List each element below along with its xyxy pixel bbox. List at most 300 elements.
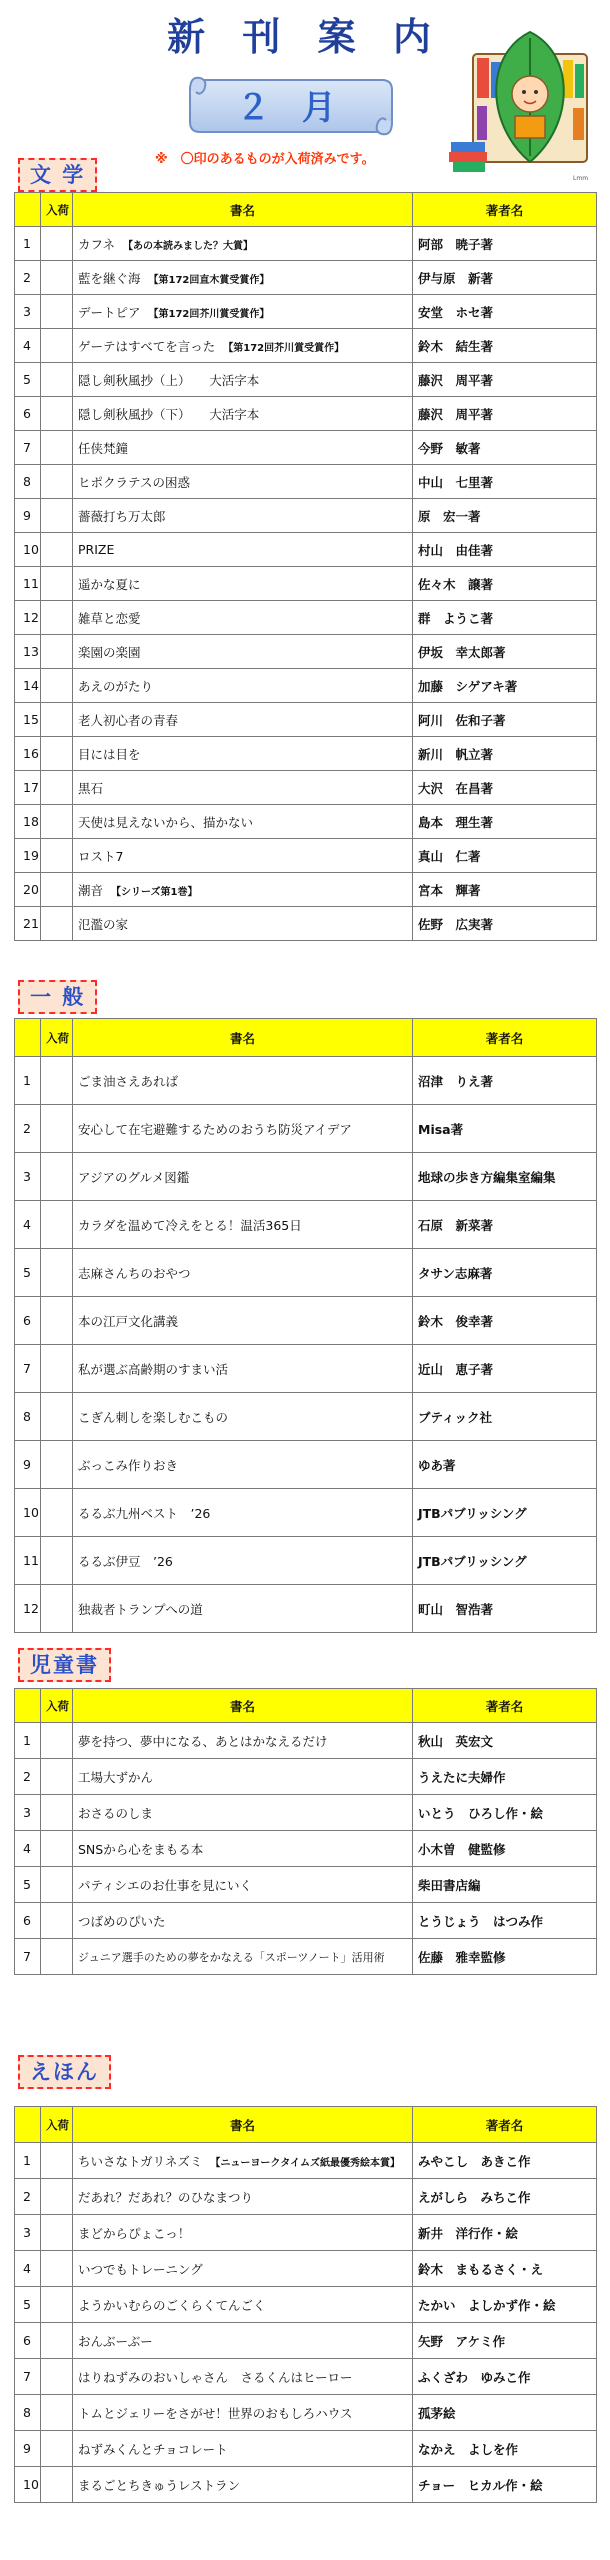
book-author: 大沢 在昌著: [413, 771, 597, 805]
book-author: 石原 新菜著: [413, 1201, 597, 1249]
table-row: [15, 2395, 597, 2431]
table-row: [15, 839, 597, 873]
book-table-general: [14, 1018, 597, 1633]
book-title-cell: [73, 227, 413, 261]
received-mark: [41, 261, 73, 295]
book-author: 佐野 広実著: [413, 907, 597, 941]
award-note: 【第172回芥川賞受賞作】: [223, 342, 345, 354]
book-title-cell: [73, 1867, 413, 1903]
row-number: 3: [15, 1795, 41, 1831]
book-title-cell: [73, 567, 413, 601]
row-number: 5: [15, 1249, 41, 1297]
row-number: 13: [15, 635, 41, 669]
table-row: [15, 907, 597, 941]
book-title-cell: [73, 1105, 413, 1153]
book-author: 阿川 佐和子著: [413, 703, 597, 737]
book-author: JTBパブリッシング: [413, 1537, 597, 1585]
received-mark: [41, 635, 73, 669]
illustration-caption: Lmm: [573, 175, 589, 182]
row-number: 9: [15, 499, 41, 533]
table-row: [15, 1585, 597, 1633]
book-title: 独裁者トランプへの道: [78, 1601, 203, 1617]
award-note: 【あの本読みました？大賞】: [123, 240, 254, 252]
row-number: 1: [15, 2143, 41, 2179]
row-number: 9: [15, 2431, 41, 2467]
table-row: [15, 805, 597, 839]
book-title: デートピア: [78, 304, 141, 320]
received-mark: [41, 1795, 73, 1831]
received-mark: [41, 2431, 73, 2467]
book-title: ゲーテはすべてを言った: [78, 338, 216, 354]
row-number: 8: [15, 465, 41, 499]
row-number: 4: [15, 1831, 41, 1867]
book-title: ちいさなトガリネズミ: [78, 2153, 203, 2169]
table-row: [15, 227, 597, 261]
book-title: ようかいむらのごくらくてんごく: [78, 2297, 266, 2313]
received-mark: [41, 2359, 73, 2395]
received-note: ※ 〇印のあるものが入荷済みです。: [155, 152, 375, 167]
table-row: [15, 2179, 597, 2215]
row-number: 11: [15, 1537, 41, 1585]
book-title: ヒポクラテスの困惑: [78, 474, 191, 490]
book-title-cell: [73, 431, 413, 465]
book-title-cell: [73, 2143, 413, 2179]
col-header-received: 入荷: [41, 193, 73, 227]
table-row: [15, 1723, 597, 1759]
received-mark: [41, 737, 73, 771]
book-title-cell: [73, 1903, 413, 1939]
book-title: ロスト7: [78, 848, 124, 864]
table-row: [15, 431, 597, 465]
book-author: 小木曽 健監修: [413, 1831, 597, 1867]
received-mark: [41, 2251, 73, 2287]
received-mark: [41, 2323, 73, 2359]
book-title-cell: [73, 1201, 413, 1249]
row-number: 2: [15, 261, 41, 295]
table-row: [15, 873, 597, 907]
book-title: 老人初心者の青春: [78, 712, 179, 728]
col-header-author: 著者名: [413, 1019, 597, 1057]
book-title: 工場大ずかん: [78, 1769, 154, 1785]
book-title-cell: [73, 1795, 413, 1831]
row-number: 20: [15, 873, 41, 907]
received-mark: [41, 533, 73, 567]
book-table-literature: [14, 192, 597, 941]
book-author: 佐藤 雅幸監修: [413, 1939, 597, 1975]
received-mark: [41, 1537, 73, 1585]
received-mark: [41, 2179, 73, 2215]
book-title-cell: [73, 261, 413, 295]
received-mark: [41, 397, 73, 431]
book-author: チョー ヒカル作・絵: [413, 2467, 597, 2503]
book-title: 夢を持つ、夢中になる、あとはかなえるだけ: [78, 1733, 328, 1749]
book-title: アジアのグルメ図鑑: [78, 1169, 190, 1185]
row-number: 6: [15, 2323, 41, 2359]
book-title-cell: [73, 363, 413, 397]
book-title-cell: [73, 2251, 413, 2287]
row-number: 5: [15, 1867, 41, 1903]
book-title: 氾濫の家: [78, 916, 129, 932]
book-author: タサン志麻著: [413, 1249, 597, 1297]
table-row: [15, 1441, 597, 1489]
book-title: SNSから心をまもる本: [78, 1841, 204, 1857]
received-mark: [41, 227, 73, 261]
table-row: [15, 1345, 597, 1393]
col-header-title: 書名: [73, 193, 413, 227]
received-mark: [41, 567, 73, 601]
row-number: 21: [15, 907, 41, 941]
table-row: [15, 1105, 597, 1153]
book-title-cell: [73, 1345, 413, 1393]
received-mark: [41, 465, 73, 499]
book-title: こぎん刺しを楽しむこもの: [78, 1409, 229, 1425]
book-author: 鈴木 結生著: [413, 329, 597, 363]
book-title-cell: [73, 839, 413, 873]
book-author: ブティック社: [413, 1393, 597, 1441]
book-author: 伊坂 幸太郎著: [413, 635, 597, 669]
book-title: 黒石: [78, 780, 104, 796]
book-title-cell: [73, 295, 413, 329]
book-title: るるぶ伊豆 ’26: [78, 1553, 173, 1569]
book-title: 雑草と恋愛: [78, 610, 141, 626]
book-title-cell: [73, 2431, 413, 2467]
row-number: 17: [15, 771, 41, 805]
col-header-title: 書名: [73, 1689, 413, 1723]
col-header-no: [15, 2107, 41, 2143]
col-header-title: 書名: [73, 1019, 413, 1057]
book-title: ねずみくんとチョコレート: [78, 2441, 228, 2457]
book-author: 孤茅絵: [413, 2395, 597, 2431]
row-number: 8: [15, 1393, 41, 1441]
table-row: [15, 1867, 597, 1903]
received-mark: [41, 703, 73, 737]
row-number: 14: [15, 669, 41, 703]
received-mark: [41, 1249, 73, 1297]
table-row: [15, 2359, 597, 2395]
book-title-cell: [73, 2287, 413, 2323]
book-title: いつでもトレーニング: [78, 2261, 203, 2277]
book-author: 矢野 アケミ作: [413, 2323, 597, 2359]
received-mark: [41, 363, 73, 397]
section-label-picture-books: えほん: [18, 2055, 111, 2089]
row-number: 5: [15, 2287, 41, 2323]
book-author: 新川 帆立著: [413, 737, 597, 771]
table-row: [15, 601, 597, 635]
table-row: [15, 1201, 597, 1249]
table-row: [15, 1831, 597, 1867]
book-title: 本の江戸文化講義: [78, 1313, 179, 1329]
book-author: 中山 七里著: [413, 465, 597, 499]
book-title: 安心して在宅避難するためのおうち防災アイデア: [78, 1121, 352, 1137]
book-author: 近山 恵子著: [413, 1345, 597, 1393]
book-title: 任侠梵鐘: [78, 440, 129, 456]
award-note: 【ニューヨークタイムズ紙最優秀絵本賞】: [210, 2157, 400, 2169]
row-number: 9: [15, 1441, 41, 1489]
table-row: [15, 737, 597, 771]
row-number: 7: [15, 1939, 41, 1975]
received-mark: [41, 431, 73, 465]
book-title: まどからぴょこっ！: [78, 2225, 191, 2241]
book-title-cell: [73, 907, 413, 941]
table-row: [15, 1297, 597, 1345]
book-author: 加藤 シゲアキ著: [413, 669, 597, 703]
book-title-cell: [73, 1297, 413, 1345]
book-title: おんぶーぶー: [78, 2333, 153, 2349]
received-mark: [41, 1831, 73, 1867]
row-number: 3: [15, 1153, 41, 1201]
book-author: 藤沢 周平著: [413, 363, 597, 397]
received-mark: [41, 2215, 73, 2251]
table-row: [15, 2143, 597, 2179]
table-row: [15, 1249, 597, 1297]
book-title: あえのがたり: [78, 678, 154, 694]
received-mark: [41, 1489, 73, 1537]
table-header-row: [15, 1689, 597, 1723]
received-mark: [41, 839, 73, 873]
table-row: [15, 635, 597, 669]
table-row: [15, 499, 597, 533]
book-author: 柴田書店編: [413, 1867, 597, 1903]
book-author: なかえ よしを作: [413, 2431, 597, 2467]
received-mark: [41, 1057, 73, 1105]
book-title-cell: [73, 533, 413, 567]
col-header-no: [15, 1689, 41, 1723]
table-row: [15, 1759, 597, 1795]
book-title-cell: [73, 2359, 413, 2395]
book-title-cell: [73, 635, 413, 669]
book-author: 宮本 輝著: [413, 873, 597, 907]
book-title-cell: [73, 1441, 413, 1489]
book-author: ゆあ著: [413, 1441, 597, 1489]
table-row: [15, 329, 597, 363]
table-row: [15, 1537, 597, 1585]
book-author: 沼津 りえ著: [413, 1057, 597, 1105]
book-title: 遥かな夏に: [78, 576, 141, 592]
book-title-cell: [73, 805, 413, 839]
book-title-cell: [73, 465, 413, 499]
book-title-cell: [73, 1723, 413, 1759]
book-author: 新井 洋行作・絵: [413, 2215, 597, 2251]
book-title: カラダを温めて冷えをとる！温活365日: [78, 1217, 302, 1233]
table-row: [15, 567, 597, 601]
col-header-title: 書名: [73, 2107, 413, 2143]
book-author: 阿部 暁子著: [413, 227, 597, 261]
col-header-no: [15, 1019, 41, 1057]
received-mark: [41, 805, 73, 839]
row-number: 4: [15, 329, 41, 363]
received-mark: [41, 1759, 73, 1795]
table-row: [15, 2467, 597, 2503]
book-author: 町山 智浩著: [413, 1585, 597, 1633]
book-title: パティシエのお仕事を見にいく: [78, 1877, 253, 1893]
book-author: 真山 仁著: [413, 839, 597, 873]
col-header-received: 入荷: [41, 1019, 73, 1057]
row-number: 8: [15, 2395, 41, 2431]
table-row: [15, 533, 597, 567]
table-row: [15, 397, 597, 431]
received-mark: [41, 499, 73, 533]
col-header-received: 入荷: [41, 2107, 73, 2143]
section-label-literature: 文 学: [18, 158, 97, 192]
book-title: おさるのしま: [78, 1805, 154, 1821]
row-number: 1: [15, 1723, 41, 1759]
book-title: 隠し剣秋風抄（下） 大活字本: [78, 406, 260, 422]
book-title-cell: [73, 1057, 413, 1105]
row-number: 18: [15, 805, 41, 839]
table-row: [15, 465, 597, 499]
book-title-cell: [73, 703, 413, 737]
row-number: 11: [15, 567, 41, 601]
book-title-cell: [73, 1153, 413, 1201]
book-title: カフネ: [78, 236, 116, 252]
book-title: 楽園の楽園: [78, 644, 141, 660]
book-title-cell: [73, 1831, 413, 1867]
table-row: [15, 771, 597, 805]
col-header-author: 著者名: [413, 2107, 597, 2143]
book-title-cell: [73, 1939, 413, 1975]
book-author: 鈴木 まもるさく・え: [413, 2251, 597, 2287]
received-mark: [41, 601, 73, 635]
table-row: [15, 295, 597, 329]
book-author: とうじょう はつみ作: [413, 1903, 597, 1939]
row-number: 19: [15, 839, 41, 873]
book-author: 鈴木 俊幸著: [413, 1297, 597, 1345]
book-title: ごま油さえあれば: [78, 1073, 179, 1089]
book-title-cell: [73, 1585, 413, 1633]
received-mark: [41, 1723, 73, 1759]
book-title: るるぶ九州ベスト ’26: [78, 1505, 211, 1521]
col-header-author: 著者名: [413, 1689, 597, 1723]
table-header-row: [15, 2107, 597, 2143]
table-row: [15, 1903, 597, 1939]
reading-child-illustration: [445, 24, 595, 184]
row-number: 12: [15, 1585, 41, 1633]
book-author: 伊与原 新著: [413, 261, 597, 295]
book-title: PRIZE: [78, 542, 115, 557]
book-title-cell: [73, 601, 413, 635]
book-title: ぶっこみ作りおき: [78, 1457, 179, 1473]
book-author: 村山 由佳著: [413, 533, 597, 567]
book-title-cell: [73, 397, 413, 431]
received-mark: [41, 2467, 73, 2503]
book-title-cell: [73, 2395, 413, 2431]
book-author: 佐々木 譲著: [413, 567, 597, 601]
book-author: JTBパブリッシング: [413, 1489, 597, 1537]
received-mark: [41, 1153, 73, 1201]
row-number: 2: [15, 1759, 41, 1795]
received-mark: [41, 2287, 73, 2323]
table-header-row: [15, 193, 597, 227]
book-title-cell: [73, 329, 413, 363]
row-number: 2: [15, 2179, 41, 2215]
col-header-author: 著者名: [413, 193, 597, 227]
received-mark: [41, 1105, 73, 1153]
book-title-cell: [73, 737, 413, 771]
book-title-cell: [73, 1393, 413, 1441]
row-number: 7: [15, 1345, 41, 1393]
book-author: 安堂 ホセ著: [413, 295, 597, 329]
book-author: 島本 理生著: [413, 805, 597, 839]
received-mark: [41, 1903, 73, 1939]
received-mark: [41, 771, 73, 805]
row-number: 10: [15, 533, 41, 567]
book-title: 潮音: [78, 882, 104, 898]
book-author: えがしら みちこ作: [413, 2179, 597, 2215]
book-title-cell: [73, 2467, 413, 2503]
table-header-row: [15, 1019, 597, 1057]
row-number: 16: [15, 737, 41, 771]
award-note: 【第172回芥川賞受賞作】: [148, 308, 270, 320]
table-row: [15, 703, 597, 737]
book-author: 藤沢 周平著: [413, 397, 597, 431]
received-mark: [41, 329, 73, 363]
award-note: 【シリーズ第1巻】: [111, 886, 198, 898]
book-table-picture-books: [14, 2106, 597, 2503]
received-mark: [41, 1297, 73, 1345]
received-mark: [41, 873, 73, 907]
table-row: [15, 2323, 597, 2359]
book-title-cell: [73, 1489, 413, 1537]
row-number: 7: [15, 431, 41, 465]
book-title: ジュニア選手のための夢をかなえる「スポーツノート」活用術: [78, 1950, 385, 1964]
book-title: まるごとちきゅうレストラン: [78, 2477, 241, 2493]
book-title: だあれ？だあれ？のひなまつり: [78, 2189, 254, 2205]
row-number: 6: [15, 1297, 41, 1345]
received-mark: [41, 295, 73, 329]
received-mark: [41, 1585, 73, 1633]
book-author: うえたに夫婦作: [413, 1759, 597, 1795]
book-author: 原 宏一著: [413, 499, 597, 533]
book-title-cell: [73, 771, 413, 805]
col-header-no: [15, 193, 41, 227]
section-label-general: 一 般: [18, 980, 97, 1014]
book-title: 隠し剣秋風抄（上） 大活字本: [78, 372, 260, 388]
book-title: 薔薇打ち万太郎: [78, 508, 166, 524]
row-number: 15: [15, 703, 41, 737]
book-title: 天使は見えないから、描かない: [78, 814, 254, 830]
row-number: 2: [15, 1105, 41, 1153]
book-title-cell: [73, 873, 413, 907]
row-number: 1: [15, 227, 41, 261]
book-author: ふくざわ ゆみこ作: [413, 2359, 597, 2395]
table-row: [15, 2287, 597, 2323]
received-mark: [41, 669, 73, 703]
book-author: 秋山 英宏文: [413, 1723, 597, 1759]
book-title-cell: [73, 1759, 413, 1795]
section-label-children: 児童書: [18, 1648, 111, 1682]
table-row: [15, 1939, 597, 1975]
page-title: 新 刊 案 内: [167, 15, 443, 59]
book-author: 群 ようこ著: [413, 601, 597, 635]
received-mark: [41, 1345, 73, 1393]
table-row: [15, 669, 597, 703]
received-mark: [41, 1939, 73, 1975]
received-mark: [41, 907, 73, 941]
book-title: 私が選ぶ高齢期のすまい活: [78, 1361, 229, 1377]
row-number: 3: [15, 2215, 41, 2251]
received-mark: [41, 2395, 73, 2431]
table-row: [15, 1393, 597, 1441]
table-row: [15, 1153, 597, 1201]
table-row: [15, 2215, 597, 2251]
book-title-cell: [73, 2179, 413, 2215]
table-row: [15, 363, 597, 397]
received-mark: [41, 1441, 73, 1489]
month-label: ２ 月: [236, 88, 346, 128]
table-row: [15, 1795, 597, 1831]
received-mark: [41, 1867, 73, 1903]
book-title-cell: [73, 1249, 413, 1297]
